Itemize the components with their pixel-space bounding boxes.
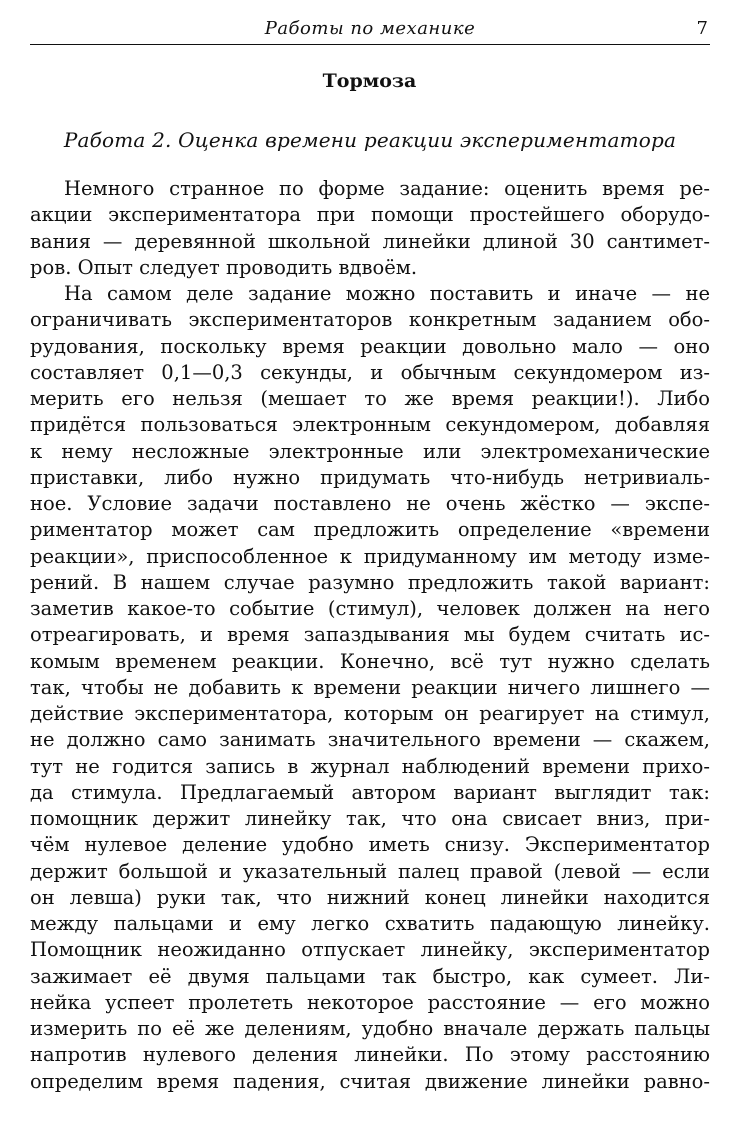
- text-line: заметив какое-то событие (стимул), человек должен на него: [30, 597, 710, 620]
- text-line: измерить по её же делениям, удобно вначале держать пальцы: [30, 1017, 710, 1040]
- page-number: 7: [696, 18, 708, 39]
- text-line: напротив нулевого деления линейки. По этому расстоянию: [30, 1043, 710, 1067]
- text-line: зажимает её двумя пальцами так быстро, как сумеет. Ли-: [30, 964, 710, 988]
- text-line: тут не годится запись в журнал наблюдений времени прихо-: [30, 754, 710, 778]
- text-line: акции экспериментатора при помощи простейшего оборудо-: [30, 203, 710, 227]
- text-line: отреагировать, и время запаздывания мы будем считать ис-: [30, 623, 710, 647]
- work-title: Работа 2. Оценка времени реакции экспериментатора: [63, 128, 677, 152]
- text-line: так, чтобы не добавить к времени реакции ничего лишнего —: [30, 675, 710, 699]
- running-header: [30, 16, 710, 45]
- text-line: приставки, либо нужно придумать что-нибудь нетривиаль-: [30, 465, 710, 489]
- text-line: не должно само занимать значительного времени — скажем,: [30, 728, 710, 752]
- text-line: рений. В нашем случае разумно предложить такой вариант:: [30, 570, 710, 594]
- text-line: между пальцами и ему легко схватить падающую линейку.: [30, 912, 710, 935]
- section-title: Тормоза: [322, 70, 417, 92]
- text-line: составляет 0,1—0,3 секунды, и обычным секундомером из-: [30, 360, 710, 384]
- text-line: вания — деревянной школьной линейки длиной 30 сантимет-: [30, 229, 710, 253]
- text-line: риментатор может сам предложить определение «времени: [30, 518, 710, 542]
- text-line: помощник держит линейку так, что она свисает вниз, при-: [30, 807, 710, 830]
- text-line: к нему несложные электронные или электромеханические: [30, 439, 710, 463]
- text-line: ров. Опыт следует проводить вдвоём.: [30, 255, 418, 279]
- text-line: Немного странное по форме задание: оценить время ре-: [64, 177, 710, 200]
- text-line: реакции», приспособленное к придуманному им методу изме-: [30, 544, 710, 568]
- text-line: нейка успеет пролететь некоторое расстояние — его можно: [30, 990, 710, 1014]
- text-line: Помощник неожиданно отпускает линейку, экспериментатор: [30, 938, 710, 962]
- text-line: рудования, поскольку время реакции довольно мало — оно: [30, 334, 710, 358]
- text-line: мерить его нельзя (мешает то же время реакции!). Либо: [30, 387, 710, 410]
- text-line: да стимула. Предлагаемый автором вариант выглядит так:: [30, 780, 710, 804]
- running-title: Работы по механике: [264, 18, 476, 39]
- text-line: придётся пользоваться электронным секундомером, добавляя: [30, 413, 710, 437]
- text-line: действие экспериментатора, которым он реагирует на стимул,: [30, 702, 710, 725]
- text-line: ограничивать экспериментаторов конкретным заданием обо-: [30, 308, 710, 332]
- text-line: чём нулевое деление удобно иметь снизу. Экспериментатор: [30, 833, 710, 857]
- text-line: ное. Условие задачи поставлено не очень жёстко — экспе-: [30, 492, 710, 515]
- text-line: определим время падения, считая движение линейки равно-: [30, 1069, 710, 1093]
- text-line: комым временем реакции. Конечно, всё тут нужно сделать: [30, 649, 710, 673]
- text-line: он левша) руки так, что нижний конец линейки находится: [30, 885, 710, 909]
- body-text: [30, 176, 710, 1095]
- text-line: держит большой и указательный палец правой (левой — если: [30, 859, 710, 883]
- text-line: На самом деле задание можно поставить и иначе — не: [64, 282, 710, 305]
